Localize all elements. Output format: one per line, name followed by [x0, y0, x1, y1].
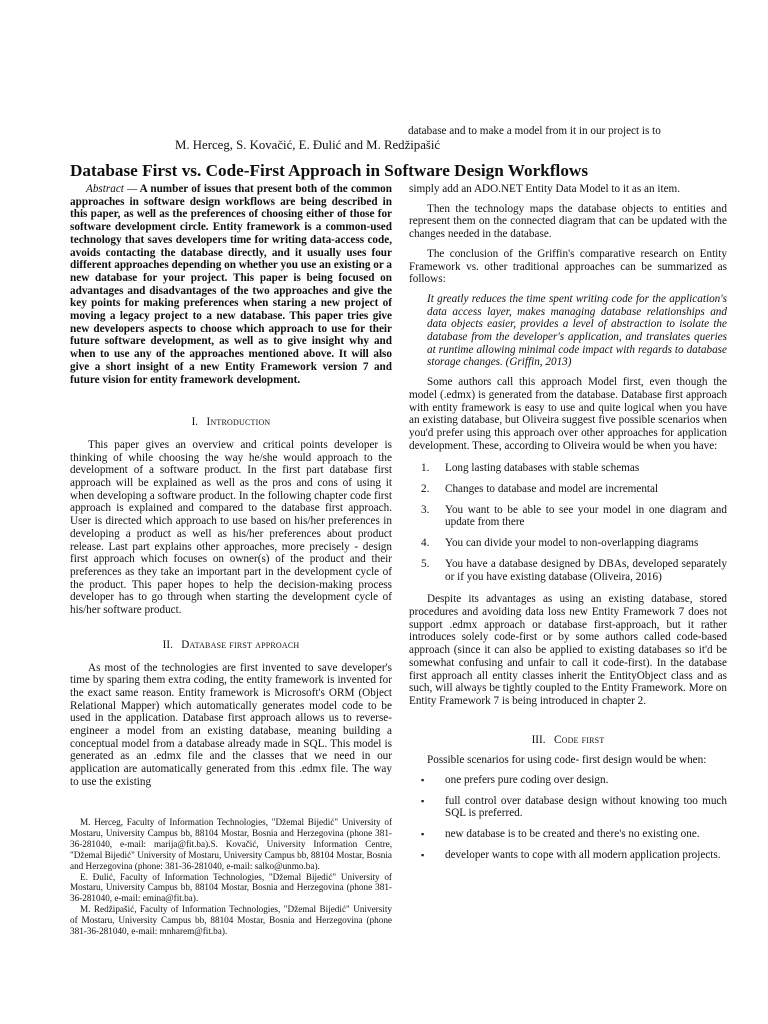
- abstract-label: Abstract —: [86, 183, 138, 195]
- list-item: [409, 849, 727, 862]
- list-item-text: full control over database design without knowing too much SQL is preferred.: [445, 794, 727, 820]
- author-line: M. Herceg, S. Kovačić, E. Đulić and M. Redžipašić: [175, 138, 441, 152]
- section-title: Database first approach: [181, 638, 300, 651]
- intro-paragraph: This paper gives an overview and critical points developer is thinking of while choosing the way he/she would approach to the development of a software product. In the first part database first approach will be explained as well as the pros and cons of using it when developing a software product. In the following chapter code first approach is explained and compared to the database first approach. User is directed which approach to use based on his/her preferences in developing a product as well as his/her preferences about product release. Last part explains other approaches, more precisely - design first approach which focuses on owner(s) of the product and their preferences as they take an important part in the development cycle of the product. This paper hopes to help the decision-making process developer has to go through when starting the development cycle of his/her software product.: [70, 438, 392, 617]
- list-item-text: one prefers pure coding over design.: [445, 774, 609, 787]
- list-item: [409, 774, 727, 787]
- left-column: [70, 183, 392, 789]
- block-quote: It greatly reduces the time spent writing code for the application's data access layer, makes managing database relationships and data objects easier, provides a level of abstraction to isolate the database from the developer's application, and translates queries at runtime allowing minimal code impact with regards to database storage changes. (Griffin, 2013): [427, 292, 727, 369]
- list-item-text: new database is to be created and there's no existing one.: [445, 828, 700, 841]
- footnote: E. Đulić, Faculty of Information Technologies, "Džemal Bijedić" University of Mostaru, University Campus bb, 88104 Mostar, Bosnia and Herzegovina (phone 381-36-281040, e-mail: emina@fit.ba).: [70, 871, 392, 904]
- numbered-list: [409, 462, 727, 583]
- bullet-square-icon: ▪: [421, 775, 425, 786]
- list-item-text: You want to be able to see your model in one diagram and update from there: [445, 503, 727, 529]
- list-item-text: You can divide your model to non-overlapping diagrams: [445, 537, 699, 550]
- bullet-square-icon: ▪: [421, 829, 425, 840]
- author-footnotes: [70, 817, 392, 937]
- list-item: [409, 462, 727, 475]
- section-numeral: II.: [162, 638, 173, 651]
- paragraph: Possible scenarios for using code- first design would be when:: [427, 754, 707, 767]
- list-item: [409, 537, 727, 550]
- section-title: Code first: [553, 733, 605, 746]
- section-heading-introduction: [70, 416, 392, 429]
- list-item-text: Long lasting databases with stable schemas: [445, 462, 640, 475]
- paragraph: The conclusion of the Griffin's comparative research on Entity Framework vs. other traditional approaches can be summarized as follows:: [409, 247, 727, 286]
- bullet-list: [409, 774, 727, 862]
- paragraph: Some authors call this approach Model first, even though the model (.edmx) is generated from the database. Database first approach with entity framework is easy to use and quite logical when you have an existing database, but Oliveira suggest five possible scenarios when you'd prefer using this approach over other approaches for application development. These, according to Oliveira would be when you have:: [409, 376, 727, 452]
- list-item-text: You have a database designed by DBAs, developed separately or if you have existing database (Oliveira, 2016): [445, 557, 727, 583]
- list-number: 4.: [421, 537, 430, 550]
- bullet-square-icon: ▪: [421, 849, 425, 860]
- footnote: M. Herceg, Faculty of Information Technologies, "Džemal Bijedić" University of Mostaru, University Campus bb, 88104 Mostar, Bosnia and Herzegovina (phone 381-36-281040, e-mail: marija@fit.ba).S. Kovačić, University Information Centre, "Džemal Bijedić" University of Mostaru, University Campus bb, 88104 Mostar, Bosnia and Herzegovina (phone: 381-36-281040, e-mail: salko@unmo.ba).: [70, 817, 392, 871]
- paragraph: Then the technology maps the database objects to entities and represent them on the connected diagram that can be updated with the changes needed in the database.: [409, 202, 727, 241]
- section-heading-code-first: [409, 734, 727, 747]
- footnote: M. Redžipašić, Faculty of Information Technologies, "Džemal Bijedić" University of Mostaru, University Campus bb, 88104 Mostar, Bosnia and Herzegovina (phone 381-36-281040, e-mail: mnharem@fit.ba).: [70, 904, 392, 937]
- paper-title: Database First vs. Code-First Approach in Software Design Workflows: [70, 161, 589, 180]
- list-number: 2.: [421, 483, 430, 496]
- list-item: [409, 483, 727, 496]
- paragraph: Despite its advantages as using an existing database, stored procedures and avoiding data loss new Entity Framework 7 does not support .edmx approach or database first-approach, but it rather introduces solely code-first or by some authors called code-based approach (since it can also be applied to existing databases so it'd be somewhat confusing and unfair to call it code-first). In the database first approach all entity classes inherit the EntityObject class and as such, will always be tightly coupled to the Entity Framework. More on Entity Framework 7 is being introduced in chapter 2.: [409, 593, 727, 707]
- list-item: [409, 558, 727, 583]
- database-first-paragraph: As most of the technologies are first invented to save developer's time by sparing them extra coding, the entity framework is invented for the exact same reason. Entity framework is Microsoft's ORM (Object Relational Mapper) which automatically generates model code to be used in the application. Database first approach allows us to reverse-engineer a model from an existing database, meaning building a conceptual model from a database already made in SQL. This model is generated as an .edmx file and the classes that we need in our application are automatically generated from this .edmx file. The way to use the existing: [70, 661, 392, 788]
- section-numeral: I.: [191, 416, 199, 429]
- list-item-text: Changes to database and model are incremental: [445, 483, 659, 496]
- section-title: Introduction: [206, 416, 271, 429]
- list-number: 1.: [421, 462, 430, 475]
- running-continuation-line: database and to make a model from it in our project is to: [408, 125, 661, 137]
- right-column: [409, 183, 727, 862]
- section-heading-database-first: [70, 639, 392, 652]
- abstract-text: A number of issues that present both of the common approaches in software design workflows are being described in this paper, as well as the preferences of choosing either of those for software development circle. Entity framework is a common-used technology that saves developers time for writing data-access code, avoids contacting the database directly, and it usually uses four different approaches depending on whether you use an existing or a new database for your project. This paper is being focused on advantages and disadvantages of the two approaches and give the key points for making preferences when staring a new project of moving a legacy project to a new database. This paper tries give new developers aspects to choose which approach to use for their future software development, as well as to give insight why and when to use any of the approaches mentioned above. It will also give a short insight of a new Entity Framework version 7 and future vision for entity framework development.: [70, 183, 392, 386]
- abstract: [70, 183, 392, 386]
- paragraph: simply add an ADO.NET Entity Data Model to it as an item.: [409, 183, 681, 195]
- list-number: 3.: [421, 503, 430, 516]
- list-item: [409, 795, 727, 820]
- section-numeral: III.: [531, 733, 546, 746]
- list-item: [409, 828, 727, 841]
- list-item: [409, 504, 727, 529]
- list-number: 5.: [421, 557, 430, 570]
- list-item-text: developer wants to cope with all modern application projects.: [445, 848, 721, 861]
- bullet-square-icon: ▪: [421, 795, 425, 806]
